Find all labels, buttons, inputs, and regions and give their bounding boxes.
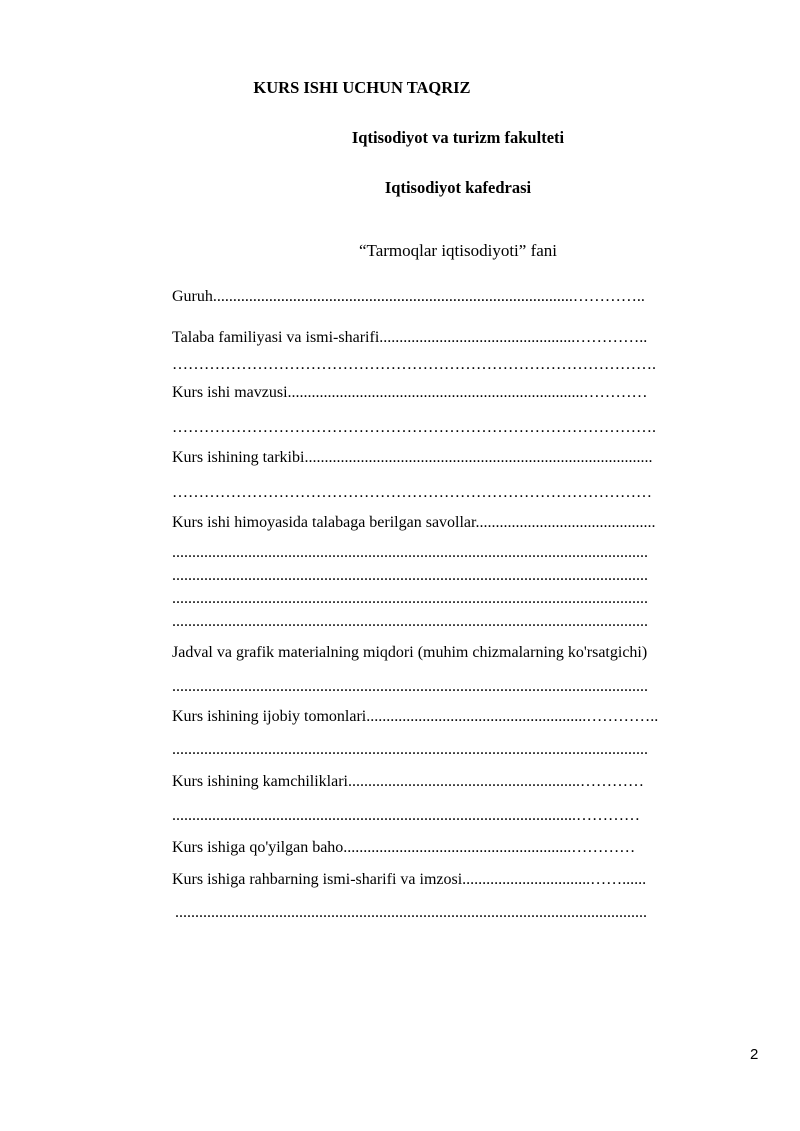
structure-continuation: ……………………………………………………………………………… [172,484,652,501]
weaknesses-field: Kurs ishining kamchiliklari..........................................................………… [172,773,644,790]
questions-line: ....................................................................................................................... [172,544,648,561]
subject-name: “Tarmoqlar iqtisodiyoti” fani [358,241,558,260]
materials-field: Jadval va grafik materialning miqdori (muhim chizmalarning ko'rsatgichi) [172,644,648,661]
supervisor-continuation: ...................................................................................................................... [175,904,647,921]
group-field: Guruh..........................................................................................………….. [172,288,645,305]
student-name-field: Talaba familiyasi va ismi-sharifi.................................................………….. [172,329,648,346]
department-name: Iqtisodiyot kafedrasi [384,178,532,197]
questions-line: ....................................................................................................................... [172,613,648,630]
questions-line: ....................................................................................................................... [172,590,648,607]
strengths-continuation: ....................................................................................................................... [172,741,648,758]
supervisor-field: Kurs ishiga rahbarning ismi-sharifi va imzosi................................……...... [172,871,647,888]
topic-field: Kurs ishi mavzusi..........................................................................………… [172,384,648,401]
document-title: KURS ISHI UCHUN TAQRIZ [253,78,471,97]
questions-field: Kurs ishi himoyasida talabaga berilgan savollar............................................. [172,514,656,531]
weaknesses-continuation: .....................................................................................................………… [172,807,640,824]
student-name-continuation: ………………………………………………………………………………. [172,356,656,373]
page-number: 2 [750,1046,759,1063]
structure-field: Kurs ishining tarkibi....................................................................................... [172,449,653,466]
faculty-name: Iqtisodiyot va turizm fakulteti [351,128,565,147]
grade-field: Kurs ishiga qo'yilgan baho.........................................................………… [172,839,636,856]
topic-continuation: ………………………………………………………………………………. [172,419,656,436]
materials-continuation: ....................................................................................................................... [172,678,648,695]
questions-line: ....................................................................................................................... [172,567,648,584]
strengths-field: Kurs ishining ijobiy tomonlari.......................................................………….. [172,708,659,725]
